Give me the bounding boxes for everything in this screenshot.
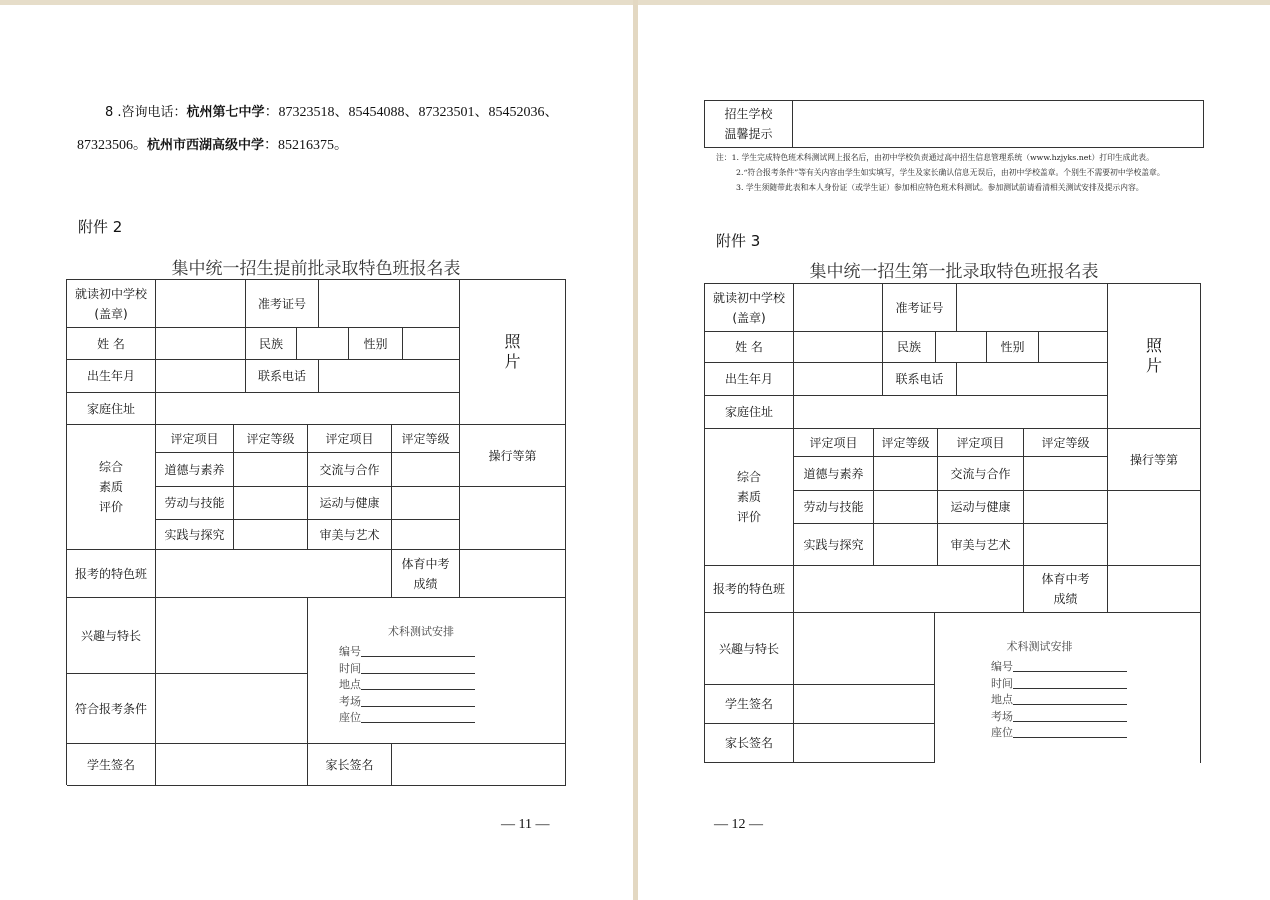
input-birth[interactable] [794, 363, 883, 396]
reminder-table [704, 100, 1204, 148]
schedule-line-time: 时间 [991, 676, 1127, 693]
input-labor[interactable] [234, 487, 308, 520]
form-notes [716, 150, 1202, 195]
input-aesthetics[interactable] [1024, 524, 1108, 566]
cell-morality: 道德与素养 [794, 457, 874, 491]
cell-school: 就读初中学校 (盖章) [67, 280, 156, 328]
note-3: 3. 学生须随带此表和本人身份证（或学生证）参加相应特色班术科测试。参加测试前请看清相关测试安排及提示内容。 [736, 183, 1144, 192]
schedule-title: 术科测试安排 [1006, 640, 1073, 653]
attachment-3-label: 附件 3 [716, 232, 761, 250]
head-eval-item-2: 评定项目 [938, 429, 1024, 457]
cell-ethnicity: 民族 [246, 328, 297, 360]
input-exam-id[interactable] [319, 280, 460, 328]
form-title-early-batch: 集中统一招生提前批录取特色班报名表 [171, 259, 461, 279]
registration-form-early [66, 279, 566, 785]
input-communication[interactable] [392, 453, 460, 487]
page-number-11: — 11 — [501, 817, 550, 832]
input-name[interactable] [794, 332, 883, 363]
cell-ethnicity: 民族 [883, 332, 936, 363]
schedule-line-room: 考场 [339, 694, 475, 711]
schedule-line-seat: 座位 [991, 725, 1127, 742]
attachment-2-label: 附件 2 [78, 218, 123, 236]
cell-birth: 出生年月 [67, 360, 156, 393]
cell-class-applied: 报考的特色班 [705, 566, 794, 613]
cell-conduct: 操行等第 [460, 425, 566, 487]
photo-box: 照 片 [460, 280, 566, 425]
cell-exam-id: 准考证号 [246, 280, 319, 328]
form-title-first-batch: 集中统一招生第一批录取特色班报名表 [809, 262, 1099, 282]
input-eligibility[interactable] [156, 674, 308, 744]
head-eval-item-1: 评定项目 [156, 425, 234, 453]
registration-form-first [704, 283, 1201, 763]
head-eval-item-2: 评定项目 [308, 425, 392, 453]
input-class-applied[interactable] [156, 550, 392, 598]
schedule-line-no: 编号 [991, 659, 1127, 676]
cell-sport: 运动与健康 [308, 487, 392, 520]
cell-pe-score: 体育中考 成绩 [392, 550, 460, 598]
input-school-reminder[interactable] [793, 101, 1204, 148]
input-pe-score[interactable] [1108, 566, 1201, 613]
cell-school-reminder: 招生学校 温馨提示 [705, 101, 793, 148]
input-school[interactable] [156, 280, 246, 328]
cell-labor: 劳动与技能 [794, 491, 874, 524]
schedule-line-no: 编号 [339, 644, 475, 661]
input-gender[interactable] [403, 328, 460, 360]
input-address[interactable] [794, 396, 1108, 429]
cell-eligibility: 符合报考条件 [67, 674, 156, 744]
input-parent-sign[interactable] [392, 744, 566, 786]
input-phone[interactable] [319, 360, 460, 393]
head-eval-grade-1: 评定等级 [234, 425, 308, 453]
cell-name: 姓 名 [67, 328, 156, 360]
head-eval-grade-2: 评定等级 [392, 425, 460, 453]
cell-aesthetics: 审美与艺术 [308, 520, 392, 550]
input-morality[interactable] [874, 457, 938, 491]
input-student-sign[interactable] [794, 685, 935, 724]
input-class-applied[interactable] [794, 566, 1024, 613]
cell-communication: 交流与合作 [938, 457, 1024, 491]
input-school[interactable] [794, 284, 883, 332]
cell-sport: 运动与健康 [938, 491, 1024, 524]
cell-morality: 道德与素养 [156, 453, 234, 487]
input-conduct[interactable] [460, 487, 566, 550]
cell-phone: 联系电话 [246, 360, 319, 393]
page-number-12: — 12 — [714, 817, 763, 832]
cell-exam-id: 准考证号 [883, 284, 957, 332]
photo-box: 照 片 [1108, 284, 1201, 429]
input-pe-score[interactable] [460, 550, 566, 598]
cell-school: 就读初中学校 (盖章) [705, 284, 794, 332]
consult-phone-line-2: 87323506。杭州市西湖高级中学：85216375。 [77, 138, 349, 153]
input-sport[interactable] [1024, 491, 1108, 524]
cell-parent-sign: 家长签名 [705, 724, 794, 763]
cell-phone: 联系电话 [883, 363, 957, 396]
input-ethnicity[interactable] [297, 328, 349, 360]
cell-name: 姓 名 [705, 332, 794, 363]
cell-address: 家庭住址 [67, 393, 156, 425]
input-gender[interactable] [1039, 332, 1108, 363]
cell-overall-eval: 综合 素质 评价 [67, 425, 156, 550]
input-address[interactable] [156, 393, 460, 425]
cell-interests: 兴趣与特长 [67, 598, 156, 674]
cell-gender: 性别 [349, 328, 403, 360]
cell-birth: 出生年月 [705, 363, 794, 396]
cell-gender: 性别 [987, 332, 1039, 363]
schedule-line-room: 考场 [991, 709, 1127, 726]
schedule-line-place: 地点 [339, 677, 475, 694]
input-student-sign[interactable] [156, 744, 308, 786]
input-ethnicity[interactable] [936, 332, 987, 363]
input-morality[interactable] [234, 453, 308, 487]
schedule-line-place: 地点 [991, 692, 1127, 709]
cell-class-applied: 报考的特色班 [67, 550, 156, 598]
school-name-7th: 杭州第七中学 [186, 105, 265, 120]
input-birth[interactable] [156, 360, 246, 393]
cell-conduct: 操行等第 [1108, 429, 1201, 491]
note-2: 2.“符合报考条件”等有关内容由学生如实填写，学生及家长确认信息无误后，由初中学校盖章。个别生不需要初中学校盖章。 [736, 168, 1165, 177]
input-interests[interactable] [794, 613, 935, 685]
input-phone[interactable] [957, 363, 1108, 396]
input-practice[interactable] [234, 520, 308, 550]
input-interests[interactable] [156, 598, 308, 674]
input-sport[interactable] [392, 487, 460, 520]
input-aesthetics[interactable] [392, 520, 460, 550]
schedule-line-time: 时间 [339, 661, 475, 678]
input-parent-sign[interactable] [794, 724, 935, 763]
schedule-line-seat: 座位 [339, 710, 475, 727]
cell-pe-score: 体育中考 成绩 [1024, 566, 1108, 613]
input-labor[interactable] [874, 491, 938, 524]
cell-practice: 实践与探究 [794, 524, 874, 566]
consult-phone-line-1: 8 .咨询电话：杭州第七中学：87323518、85454088、87323501、85452036、 [105, 105, 559, 120]
cell-student-sign: 学生签名 [705, 685, 794, 724]
school-name-xihu: 杭州市西湖高级中学 [147, 138, 265, 153]
head-eval-item-1: 评定项目 [794, 429, 874, 457]
cell-address: 家庭住址 [705, 396, 794, 429]
cell-interests: 兴趣与特长 [705, 613, 794, 685]
cell-aesthetics: 审美与艺术 [938, 524, 1024, 566]
head-eval-grade-1: 评定等级 [874, 429, 938, 457]
head-eval-grade-2: 评定等级 [1024, 429, 1108, 457]
cell-practice: 实践与探究 [156, 520, 234, 550]
cell-parent-sign: 家长签名 [308, 744, 392, 786]
cell-student-sign: 学生签名 [67, 744, 156, 786]
note-1: 注：1. 学生完成特色班术科测试网上报名后，由初中学校负责通过高中招生信息管理系统（www.hzjyks.net）打印生成此表。 [716, 153, 1154, 162]
input-practice[interactable] [874, 524, 938, 566]
cell-overall-eval: 综合 素质 评价 [705, 429, 794, 566]
cell-communication: 交流与合作 [308, 453, 392, 487]
input-conduct[interactable] [1108, 491, 1201, 566]
input-communication[interactable] [1024, 457, 1108, 491]
cell-labor: 劳动与技能 [156, 487, 234, 520]
test-schedule-box [935, 613, 1201, 763]
test-schedule-box [308, 598, 566, 744]
input-name[interactable] [156, 328, 246, 360]
input-exam-id[interactable] [957, 284, 1108, 332]
schedule-title: 术科测试安排 [388, 625, 454, 638]
